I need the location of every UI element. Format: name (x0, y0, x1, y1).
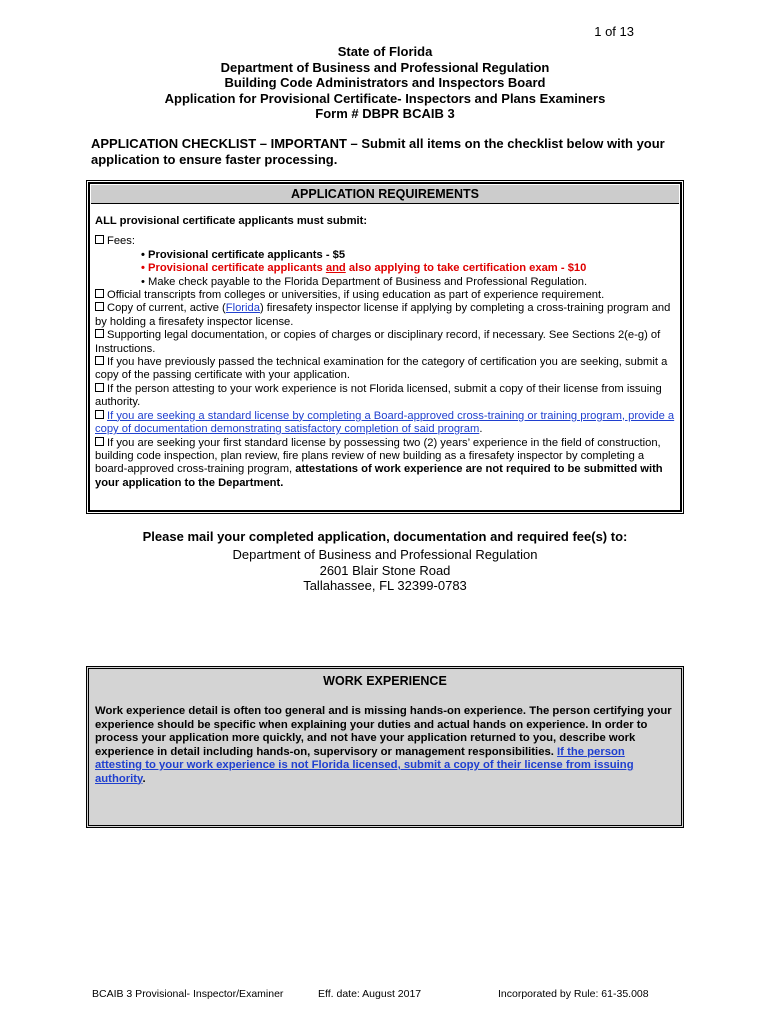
header-application-title: Application for Provisional Certificate- Inspectors and Plans Examiners (164, 90, 606, 106)
footer-effective-date: Eff. date: August 2017 (318, 988, 422, 1000)
mailing-title: Please mail your completed application, documentation and required fee(s) to: (142, 529, 628, 544)
header-form-number: Form # DBPR BCAIB 3 (315, 106, 455, 121)
page-number: 1 of 13 (594, 24, 634, 39)
florida-link[interactable]: Florida (225, 302, 260, 315)
requirements-title: APPLICATION REQUIREMENTS (91, 185, 679, 204)
work-experience-box (86, 666, 684, 828)
footer-rule: Incorporated by Rule: 61-35.008 (498, 988, 649, 1000)
fee-payable: • Make check payable to the Florida Department of Business and Professional Regulation. (141, 275, 588, 288)
mailing-address-line: Department of Business and Professional Regulation (232, 547, 538, 562)
checklist-notice: APPLICATION CHECKLIST – IMPORTANT – Submit all items on the checklist below with your application to ensure faster processing. (91, 136, 665, 167)
footer-form: BCAIB 3 Provisional- Inspector/Examiner (92, 988, 284, 1000)
checkbox-icon[interactable] (95, 356, 104, 365)
mailing-address-line: Tallahassee, FL 32399-0783 (303, 578, 467, 593)
document-header (0, 44, 770, 122)
work-experience-link[interactable]: If the person attesting to your work experience is not Florida licensed, submit a copy of their license from issuing authority (95, 745, 634, 785)
checkbox-icon[interactable] (95, 289, 104, 298)
checkbox-icon[interactable] (95, 302, 104, 311)
header-department: Department of Business and Professional Regulation (220, 59, 550, 75)
license-copy-item: Copy of current, active (Florida) firesafety inspector license if applying by completing a cross-training program and by holding a firesafety inspector license. (95, 302, 671, 328)
legal-docs-item: Supporting legal documentation, or copies of charges or disciplinary record, if necessary. See Sections 2(e-g) of Instructions. (95, 329, 661, 355)
fee-provisional: • Provisional certificate applicants - $5 (141, 248, 346, 261)
work-experience-title: WORK EXPERIENCE (323, 674, 447, 688)
standard-license-item: If you are seeking a standard license by completing a Board-approved cross-training or training program, provide a copy of documentation demonstrating satisfactory completion of said program. (95, 409, 675, 436)
checkbox-icon[interactable] (95, 329, 104, 338)
header-state: State of Florida (337, 44, 433, 59)
attesting-license-item: If the person attesting to your work experience is not Florida licensed, submit a copy of their license from issuing authority. (95, 382, 662, 409)
checkbox-icon[interactable] (95, 437, 104, 446)
requirements-intro: ALL provisional certificate applicants must submit: (95, 215, 368, 227)
header-board: Building Code Administrators and Inspectors Board (224, 75, 546, 90)
checkbox-icon[interactable] (95, 383, 104, 392)
fee-exam: • Provisional certificate applicants and also applying to take certification exam - $10 (141, 262, 587, 275)
work-experience-body: Work experience detail is often too general and is missing hands-on experience. The person certifying your experience should be specific when explaining your duties and actual hands on experience. In order to process your application more quickly, and not have your application returned to you, describe work experience in detail including hands-on, supervisory or management responsibilities. If the person attesting to your work experience is not Florida licensed, submit a copy of their license from issuing authority. (95, 705, 672, 785)
fees-item: Fees: (95, 235, 675, 248)
checkbox-icon[interactable] (95, 410, 104, 419)
mailing-address-line: 2601 Blair Stone Road (319, 562, 451, 578)
mailing-section (0, 529, 770, 594)
checkbox-icon[interactable] (95, 235, 104, 244)
requirements-box (86, 180, 684, 514)
first-standard-item: If you are seeking your first standard license by possessing two (2) years’ experience in the field of construction, building code inspection, plan review, fire plans review of new building as a firesafety inspector by completing a board-approved cross-training program, attestations of work experience are not required to be submitted with your application to the Department. (95, 436, 663, 489)
standard-license-link[interactable]: If you are seeking a standard license by completing a Board-approved cross-training or training program, provide a copy of documentation demonstrating satisfactory completion of said program (95, 409, 675, 436)
requirements-body (95, 215, 675, 490)
passed-exam-item: If you have previously passed the technical examination for the category of certification you are seeking, submit a copy of the passing certificate with your application. (95, 356, 668, 382)
transcripts-item: Official transcripts from colleges or universities, if using education as part of experience requirement. (95, 289, 675, 302)
